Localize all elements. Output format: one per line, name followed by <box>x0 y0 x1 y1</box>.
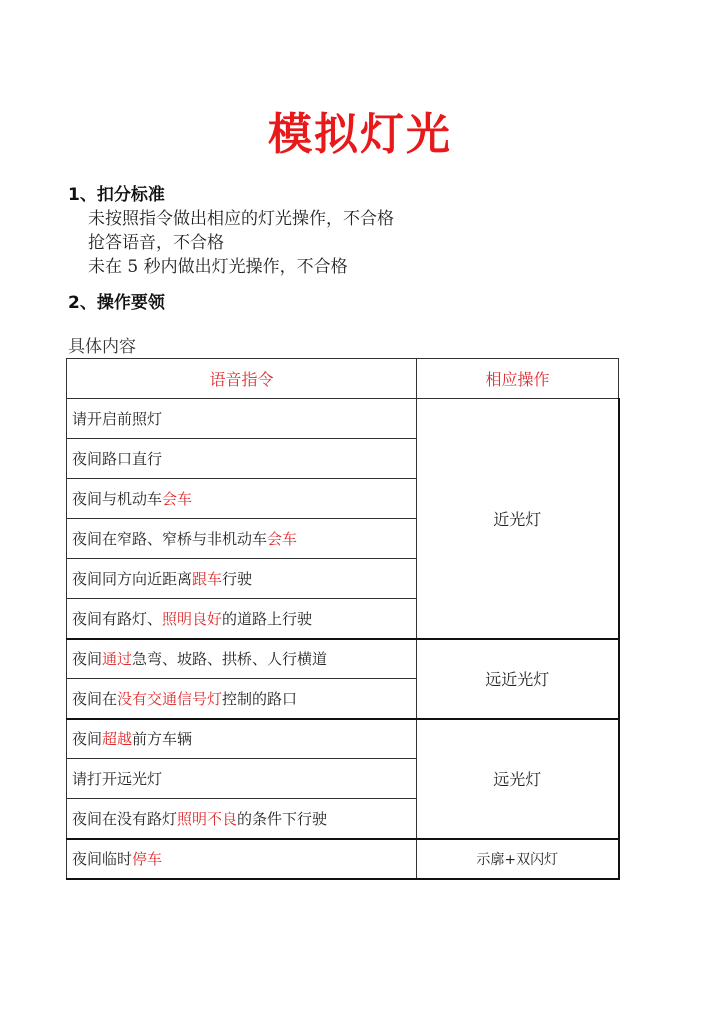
command-text: 夜间临时 <box>72 850 133 868</box>
command-cell <box>67 519 417 559</box>
table-caption: 具体内容 <box>68 337 136 357</box>
command-highlight: 没有交通信号灯 <box>117 689 223 708</box>
table-row <box>67 399 619 439</box>
command-highlight: 跟车 <box>192 570 223 588</box>
command-text: 夜间与机动车 <box>72 490 163 508</box>
header-operation: 相应操作 <box>417 359 619 399</box>
operation-cell: 远近光灯 <box>417 639 619 719</box>
operation-cell: 远光灯 <box>417 719 619 839</box>
command-text: 急弯、坡路、拱桥、人行横道 <box>132 650 328 669</box>
command-highlight: 会车 <box>267 530 298 548</box>
command-cell <box>67 839 417 879</box>
operation-cell: 示廓+双闪灯 <box>417 839 619 879</box>
command-highlight: 照明不良 <box>177 809 238 828</box>
command-cell <box>67 559 417 599</box>
command-text: 的道路上行驶 <box>222 609 313 628</box>
rule-2: 抢答语音，不合格 <box>88 233 224 253</box>
command-text: 夜间路口直行 <box>72 450 163 468</box>
command-text: 夜间有路灯、 <box>72 609 163 628</box>
command-cell <box>67 679 417 719</box>
command-cell <box>67 399 417 439</box>
command-cell <box>67 719 417 759</box>
command-text: 行驶 <box>222 570 253 588</box>
table-row <box>67 839 619 879</box>
command-cell <box>67 639 417 679</box>
command-highlight: 会车 <box>162 490 193 508</box>
rule-1: 未按照指令做出相应的灯光操作，不合格 <box>88 209 394 229</box>
command-cell <box>67 439 417 479</box>
command-highlight: 超越 <box>102 730 133 749</box>
command-text: 夜间在没有路灯 <box>72 809 178 828</box>
operation-cell: 近光灯 <box>417 399 619 639</box>
command-text: 夜间在 <box>72 689 118 708</box>
light-command-table <box>66 358 620 880</box>
command-text: 请开启前照灯 <box>72 410 163 428</box>
command-cell <box>67 599 417 639</box>
command-text: 控制的路口 <box>222 689 298 708</box>
command-text: 夜间在窄路、窄桥与非机动车 <box>72 530 268 548</box>
rule-3: 未在 5 秒内做出灯光操作，不合格 <box>88 257 348 277</box>
command-cell <box>67 479 417 519</box>
command-text: 前方车辆 <box>132 730 193 749</box>
command-text: 夜间同方向近距离 <box>72 570 193 588</box>
command-highlight: 通过 <box>102 650 133 669</box>
command-text: 请打开远光灯 <box>72 770 163 788</box>
header-voice-command: 语音指令 <box>67 359 417 399</box>
table-row <box>67 719 619 759</box>
command-cell <box>67 759 417 799</box>
page-title: 模拟灯光 <box>268 109 452 160</box>
table-row <box>67 639 619 679</box>
section-2-heading: 2、操作要领 <box>68 293 165 313</box>
command-highlight: 停车 <box>132 850 163 868</box>
command-text: 的条件下行驶 <box>237 809 328 828</box>
command-text: 夜间 <box>72 730 103 749</box>
command-cell <box>67 799 417 839</box>
command-text: 夜间 <box>72 650 103 669</box>
command-highlight: 照明良好 <box>162 609 223 628</box>
table-body <box>67 399 619 879</box>
section-1-heading: 1、扣分标准 <box>68 185 165 205</box>
